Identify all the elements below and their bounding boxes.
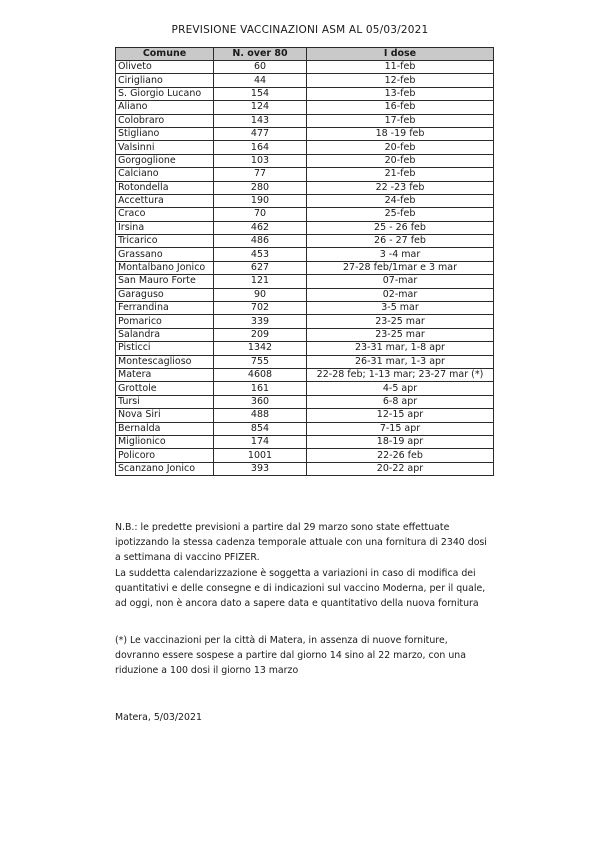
table-row (116, 462, 494, 475)
dose-cell: 3 -4 mar (307, 248, 494, 261)
over80-cell: 70 (214, 208, 307, 221)
dose-cell: 21-feb (307, 168, 494, 181)
over80-cell: 854 (214, 422, 307, 435)
table-row (116, 114, 494, 127)
header-comune: Comune (116, 48, 214, 61)
over80-cell: 164 (214, 141, 307, 154)
nb-line: a settimana di vaccino PFIZER. (115, 552, 260, 564)
comune-cell: Gorgoglione (116, 154, 214, 167)
dose-cell: 17-feb (307, 114, 494, 127)
comune-cell: Calciano (116, 168, 214, 181)
over80-cell: 453 (214, 248, 307, 261)
dose-cell: 22-26 feb (307, 449, 494, 462)
table-header-row (116, 48, 494, 61)
dose-cell: 22 -23 feb (307, 181, 494, 194)
footnote-line: (*) Le vaccinazioni per la città di Matera, in assenza di nuove forniture, (115, 635, 448, 646)
over80-cell: 702 (214, 302, 307, 315)
header-first-dose: I dose (307, 48, 494, 61)
comune-cell: Ferrandina (116, 302, 214, 315)
comune-cell: Garaguso (116, 288, 214, 301)
comune-cell: Colobraro (116, 114, 214, 127)
dose-cell: 13-feb (307, 87, 494, 100)
comune-cell: Montescaglioso (116, 355, 214, 368)
over80-cell: 90 (214, 288, 307, 301)
dose-cell: 27-28 feb/1mar e 3 mar (307, 261, 494, 274)
table-row (116, 261, 494, 274)
comune-cell: Nova Siri (116, 409, 214, 422)
over80-cell: 1342 (214, 342, 307, 355)
table-row (116, 87, 494, 100)
comune-cell: Miglionico (116, 435, 214, 448)
comune-cell: Tricarico (116, 235, 214, 248)
dose-cell: 23-25 mar (307, 315, 494, 328)
comune-cell: Grassano (116, 248, 214, 261)
dose-cell: 26 - 27 feb (307, 235, 494, 248)
over80-cell: 103 (214, 154, 307, 167)
comune-cell: Stigliano (116, 127, 214, 140)
nb-line: La suddetta calendarizzazione è soggetta a variazioni in caso di modifica dei (115, 567, 476, 579)
over80-cell: 174 (214, 435, 307, 448)
over80-cell: 360 (214, 395, 307, 408)
dose-cell: 18-19 apr (307, 435, 494, 448)
over80-cell: 209 (214, 328, 307, 341)
over80-cell: 154 (214, 87, 307, 100)
comune-cell: Policoro (116, 449, 214, 462)
table-row (116, 168, 494, 181)
table-row (116, 208, 494, 221)
nb-line: quantitativi e delle consegne e di indicazioni sul vaccino Moderna, per il quale, (115, 582, 486, 594)
dose-cell: 20-feb (307, 141, 494, 154)
over80-cell: 190 (214, 194, 307, 207)
table-row (116, 395, 494, 408)
comune-cell: Matera (116, 368, 214, 381)
table-body (116, 61, 494, 476)
nb-line: N.B.: le predette previsioni a partire dal 29 marzo sono state effettuate (115, 522, 450, 533)
place-date: Matera, 5/03/2021 (115, 712, 202, 723)
over80-cell: 488 (214, 409, 307, 422)
table-row (116, 435, 494, 448)
table-row (116, 141, 494, 154)
dose-cell: 26-31 mar, 1-3 apr (307, 355, 494, 368)
table-row (116, 154, 494, 167)
table-row (116, 194, 494, 207)
footnote-line: dovranno essere sospese a partire dal giorno 14 sino al 22 marzo, con una (115, 650, 466, 662)
dose-cell: 3-5 mar (307, 302, 494, 315)
comune-cell: Oliveto (116, 61, 214, 74)
nb-line: ad oggi, non è ancora dato a sapere data e quantitativo della nuova fornitura (115, 598, 479, 610)
dose-cell: 18 -19 feb (307, 127, 494, 140)
table-row (116, 449, 494, 462)
comune-cell: Salandra (116, 328, 214, 341)
dose-cell: 16-feb (307, 101, 494, 114)
dose-cell: 02-mar (307, 288, 494, 301)
over80-cell: 60 (214, 61, 307, 74)
nb-note (115, 520, 535, 611)
over80-cell: 477 (214, 127, 307, 140)
over80-cell: 627 (214, 261, 307, 274)
table-row (116, 61, 494, 74)
table-row (116, 235, 494, 248)
comune-cell: Tursi (116, 395, 214, 408)
comune-cell: Pisticci (116, 342, 214, 355)
over80-cell: 755 (214, 355, 307, 368)
nb-line: ipotizzando la stessa cadenza temporale attuale con una fornitura di 2340 dosi (115, 537, 487, 549)
table-row (116, 355, 494, 368)
vaccination-table (115, 47, 494, 476)
dose-cell: 24-feb (307, 194, 494, 207)
table-row (116, 328, 494, 341)
over80-cell: 486 (214, 235, 307, 248)
comune-cell: Irsina (116, 221, 214, 234)
table-row (116, 248, 494, 261)
over80-cell: 121 (214, 275, 307, 288)
document-title: PREVISIONE VACCINAZIONI ASM AL 05/03/2021 (171, 24, 429, 36)
header-over80: N. over 80 (214, 48, 307, 61)
table-row (116, 409, 494, 422)
table-row (116, 342, 494, 355)
dose-cell: 7-15 apr (307, 422, 494, 435)
dose-cell: 20-feb (307, 154, 494, 167)
dose-cell: 07-mar (307, 275, 494, 288)
table-row (116, 275, 494, 288)
comune-cell: Bernalda (116, 422, 214, 435)
over80-cell: 4608 (214, 368, 307, 381)
comune-cell: Aliano (116, 101, 214, 114)
over80-cell: 393 (214, 462, 307, 475)
dose-cell: 25 - 26 feb (307, 221, 494, 234)
over80-cell: 462 (214, 221, 307, 234)
over80-cell: 44 (214, 74, 307, 87)
comune-cell: San Mauro Forte (116, 275, 214, 288)
table-row (116, 101, 494, 114)
matera-footnote (115, 633, 535, 679)
dose-cell: 23-31 mar, 1-8 apr (307, 342, 494, 355)
dose-cell: 23-25 mar (307, 328, 494, 341)
table-row (116, 127, 494, 140)
over80-cell: 161 (214, 382, 307, 395)
table-row (116, 288, 494, 301)
table-row (116, 74, 494, 87)
dose-cell: 12-15 apr (307, 409, 494, 422)
dose-cell: 12-feb (307, 74, 494, 87)
table-row (116, 221, 494, 234)
dose-cell: 25-feb (307, 208, 494, 221)
dose-cell: 11-feb (307, 61, 494, 74)
comune-cell: Accettura (116, 194, 214, 207)
over80-cell: 124 (214, 101, 307, 114)
table-row (116, 422, 494, 435)
comune-cell: Craco (116, 208, 214, 221)
comune-cell: Valsinni (116, 141, 214, 154)
table-row (116, 181, 494, 194)
table-row (116, 382, 494, 395)
comune-cell: Grottole (116, 382, 214, 395)
comune-cell: Montalbano Jonico (116, 261, 214, 274)
footnote-line: riduzione a 100 dosi il giorno 13 marzo (115, 665, 299, 677)
dose-cell: 22-28 feb; 1-13 mar; 23-27 mar (*) (307, 368, 494, 381)
over80-cell: 143 (214, 114, 307, 127)
dose-cell: 6-8 apr (307, 395, 494, 408)
comune-cell: Rotondella (116, 181, 214, 194)
dose-cell: 20-22 apr (307, 462, 494, 475)
over80-cell: 77 (214, 168, 307, 181)
over80-cell: 280 (214, 181, 307, 194)
table-row (116, 315, 494, 328)
comune-cell: S. Giorgio Lucano (116, 87, 214, 100)
comune-cell: Cirigliano (116, 74, 214, 87)
dose-cell: 4-5 apr (307, 382, 494, 395)
comune-cell: Scanzano Jonico (116, 462, 214, 475)
table-row (116, 302, 494, 315)
comune-cell: Pomarico (116, 315, 214, 328)
table-row (116, 368, 494, 381)
over80-cell: 1001 (214, 449, 307, 462)
over80-cell: 339 (214, 315, 307, 328)
